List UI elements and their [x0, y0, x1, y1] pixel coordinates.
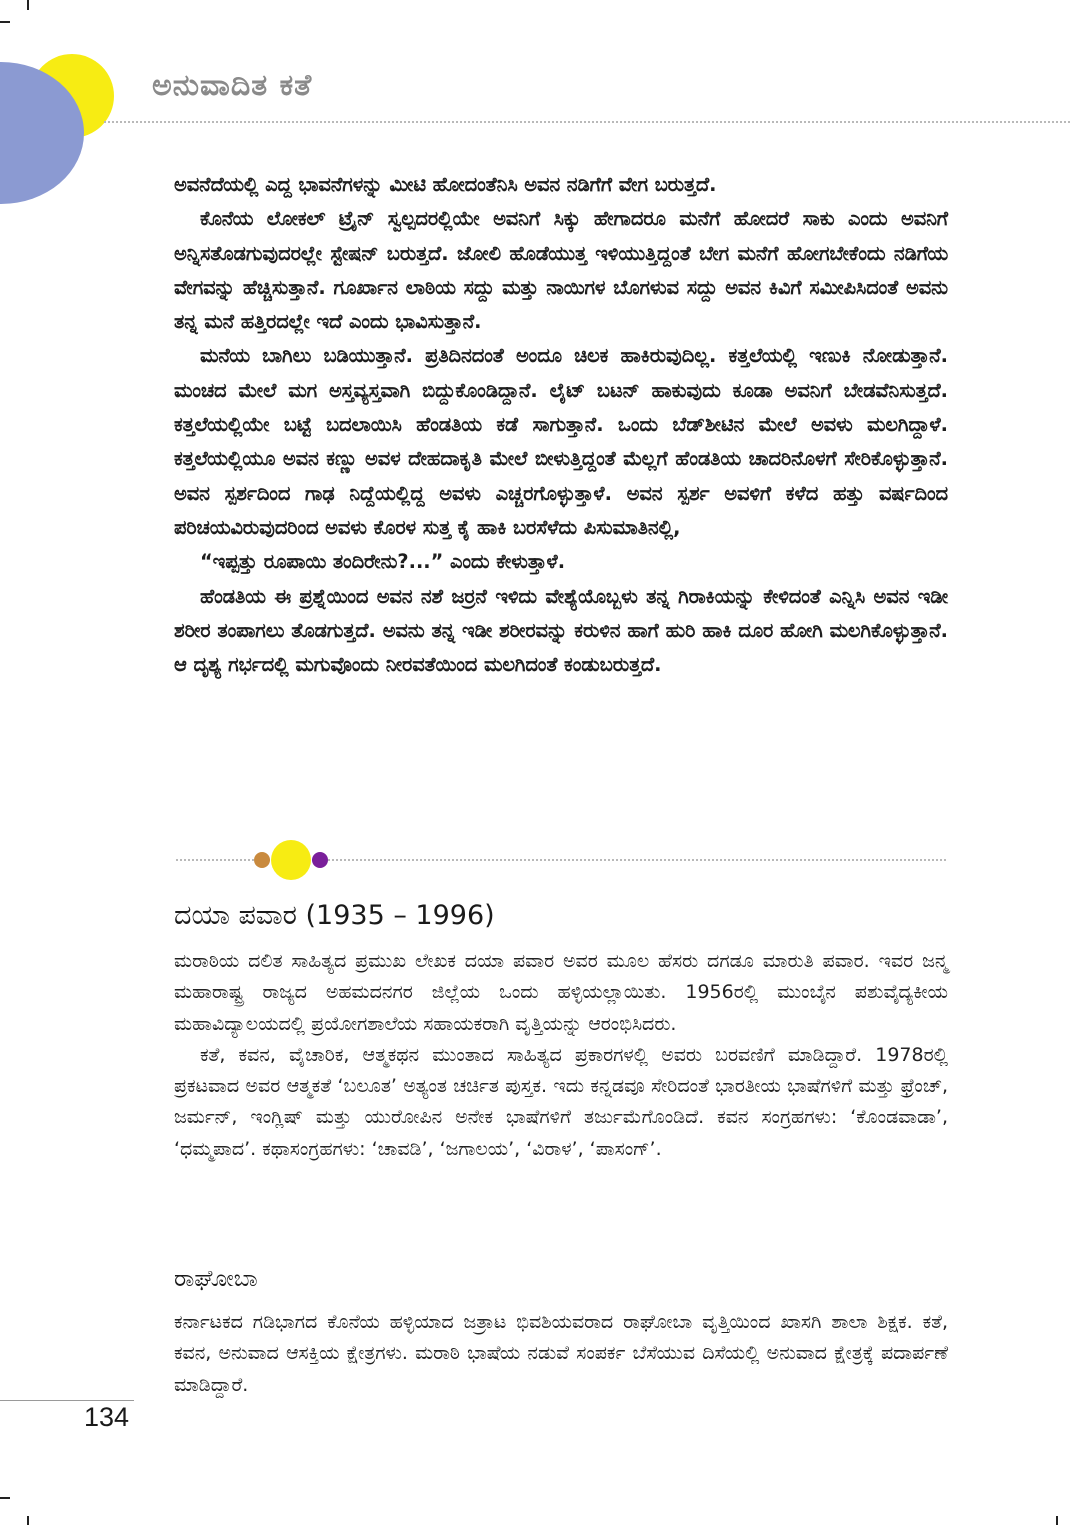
- author-heading: ದಯಾ ಪವಾರ (1935 – 1996): [174, 900, 495, 931]
- crop-mark-bottom-right: [1056, 1516, 1058, 1525]
- story-paragraph: “ಇಪ್ಪತ್ತು ರೂಪಾಯಿ ತಂದಿರೇನು?...” ಎಂದು ಕೇಳುತ್ತಾಳೆ.: [200, 550, 566, 574]
- section-title: ಅನುವಾದಿತ ಕತೆ: [152, 68, 313, 103]
- bio-paragraph: ಕತೆ, ಕವನ, ವೈಚಾರಿಕ, ಆತ್ಮಕಥನ ಮುಂತಾದ ಸಾಹಿತ್ಯದ ಪ್ರಕಾರಗಳಲ್ಲಿ ಅವರು ಬರವಣಿಗೆ ಮಾಡಿದ್ದಾರೆ. 1978ರಲ್ಲಿ ಪ್ರಕಟವಾದ ಅವರ ಆತ್ಮಕತೆ ‘ಬಲೂತ’ ಅತ್ಯಂತ ಚರ್ಚಿತ ಪುಸ್ತಕ. ಇದು ಕನ್ನಡವೂ ಸೇರಿದಂತೆ ಭಾರತೀಯ ಭಾಷೆಗಳಿಗೆ ಮತ್ತು ಫ್ರೆಂಚ್, ಜರ್ಮನ್, ಇಂಗ್ಲಿಷ್ ಮತ್ತು ಯುರೋಪಿನ ಅನೇಕ ಭಾಷೆಗಳಿಗೆ ತರ್ಜುಮೆಗೊಂಡಿದೆ. ಕವನ ಸಂಗ್ರಹಗಳು: ‘ಕೊಂಡವಾಡಾ’, ‘ಧಮ್ಮಪಾದ’. ಕಥಾಸಂಗ್ರಹಗಳು: ‘ಚಾವಡಿ’, ‘ಜಗಾಲಯ’, ‘ವಿರಾಳ’, ‘ಪಾಸಂಗ್’.: [174, 1043, 948, 1160]
- story-paragraph: ಅವನೆದೆಯಲ್ಲಿ ಎದ್ದ ಭಾವನೆಗಳನ್ನು ಮೀಟಿ ಹೋದಂತೆನಿಸಿ ಅವನ ನಡಿಗೆಗೆ ವೇಗ ಬರುತ್ತದೆ.: [174, 173, 717, 196]
- header-dotted-rule: [104, 121, 1070, 123]
- story-paragraph: ಮನೆಯ ಬಾಗಿಲು ಬಡಿಯುತ್ತಾನೆ. ಪ್ರತಿದಿನದಂತೆ ಅಂದೂ ಚಿಲಕ ಹಾಕಿರುವುದಿಲ್ಲ. ಕತ್ತಲೆಯಲ್ಲಿ ಇಣುಕಿ ನೋಡುತ್ತಾನೆ. ಮಂಚದ ಮೇಲೆ ಮಗ ಅಸ್ತವ್ಯಸ್ತವಾಗಿ ಬಿದ್ದುಕೊಂಡಿದ್ದಾನೆ. ಲೈಟ್ ಬಟನ್ ಹಾಕುವುದು ಕೂಡಾ ಅವನಿಗೆ ಬೇಡವೆನಿಸುತ್ತದೆ. ಕತ್ತಲೆಯಲ್ಲಿಯೇ ಬಟ್ಟೆ ಬದಲಾಯಿಸಿ ಹೆಂಡತಿಯ ಕಡೆ ಸಾಗುತ್ತಾನೆ. ಒಂದು ಬೆಡ್‌ಶೀಟಿನ ಮೇಲೆ ಅವಳು ಮಲಗಿದ್ದಾಳೆ. ಕತ್ತಲೆಯಲ್ಲಿಯೂ ಅವನ ಕಣ್ಣು ಅವಳ ದೇಹದಾಕೃತಿ ಮೇಲೆ ಬೀಳುತ್ತಿದ್ದಂತೆ ಮೆಲ್ಲಗೆ ಹೆಂಡತಿಯ ಚಾದರಿನೊಳಗೆ ಸೇರಿಕೊಳ್ಳುತ್ತಾನೆ. ಅವನ ಸ್ಪರ್ಶದಿಂದ ಗಾಢ ನಿದ್ದೆಯಲ್ಲಿದ್ದ ಅವಳು ಎಚ್ಚರಗೊಳ್ಳುತ್ತಾಳೆ. ಅವನ ಸ್ಪರ್ಶ ಅವಳಿಗೆ ಕಳೆದ ಹತ್ತು ವರ್ಷದಿಂದ ಪರಿಚಯವಿರುವುದರಿಂದ ಅವಳು ಕೊರಳ ಸುತ್ತ ಕೈ ಹಾಕಿ ಬರಸೆಳೆದು ಪಿಸುಮಾತಿನಲ್ಲಿ,: [174, 344, 948, 539]
- crop-mark-left-top: [0, 21, 10, 23]
- bio-paragraph: ಮರಾಠಿಯ ದಲಿತ ಸಾಹಿತ್ಯದ ಪ್ರಮುಖ ಲೇಖಕ ದಯಾ ಪವಾರ ಅವರ ಮೂಲ ಹೆಸರು ದಗಡೂ ಮಾರುತಿ ಪವಾರ. ಇವರ ಜನ್ಮ ಮಹಾರಾಷ್ಟ್ರ ರಾಜ್ಯದ ಅಹಮದನಗರ ಜಿಲ್ಲೆಯ ಒಂದು ಹಳ್ಳಿಯಲ್ಲಾಯಿತು. 1956ರಲ್ಲಿ ಮುಂಬೈನ ಪಶುವೈದ್ಯಕೀಯ ಮಹಾವಿದ್ಯಾಲಯದಲ್ಲಿ ಪ್ರಯೋಗಶಾಲೆಯ ಸಹಾಯಕರಾಗಿ ವೃತ್ತಿಯನ್ನು ಆರಂಭಿಸಿದರು.: [174, 950, 948, 1035]
- translator-bio: [174, 1307, 948, 1401]
- story-paragraph: ಹೆಂಡತಿಯ ಈ ಪ್ರಶ್ನೆಯಿಂದ ಅವನ ನಶೆ ಜರ್‍ರನೆ ಇಳಿದು ವೇಶ್ಯೆಯೊಬ್ಬಳು ತನ್ನ ಗಿರಾಕಿಯನ್ನು ಕೇಳಿದಂತೆ ಎನ್ನಿಸಿ ಅವನ ಇಡೀ ಶರೀರ ತಂಪಾಗಲು ತೊಡಗುತ್ತದೆ. ಅವನು ತನ್ನ ಇಡೀ ಶರೀರವನ್ನು ಕರುಳಿನ ಹಾಗೆ ಹುರಿ ಹಾಕಿ ದೂರ ಹೋಗಿ ಮಲಗಿಕೊಳ್ಳುತ್ತಾನೆ. ಆ ದೃಶ್ಯ ಗರ್ಭದಲ್ಲಿ ಮಗುವೊಂದು ನೀರವತೆಯಿಂದ ಮಲಗಿದಂತೆ ಕಂಡುಬರುತ್ತದೆ.: [174, 584, 948, 677]
- story-text: [174, 168, 948, 682]
- bio-paragraph: ಕರ್ನಾಟಕದ ಗಡಿಭಾಗದ ಕೊನೆಯ ಹಳ್ಳಿಯಾದ ಜತ್ರಾಟ ಭಿವಶಿಯವರಾದ ರಾಘೋಬಾ ವೃತ್ತಿಯಿಂದ ಖಾಸಗಿ ಶಾಲಾ ಶಿಕ್ಷಕ. ಕತೆ, ಕವನ, ಅನುವಾದ ಆಸಕ್ತಿಯ ಕ್ಷೇತ್ರಗಳು. ಮರಾಠಿ ಭಾಷೆಯ ನಡುವೆ ಸಂಪರ್ಕ ಬೆಸೆಯುವ ದಿಸೆಯಲ್ಲಿ ಅನುವಾದ ಕ್ಷೇತ್ರಕ್ಕೆ ಪದಾರ್ಪಣೆ ಮಾಡಿದ್ದಾರೆ.: [174, 1311, 948, 1396]
- crop-mark-top-left: [27, 0, 29, 10]
- footer-rule: [0, 1400, 134, 1401]
- page-number: 134: [84, 1402, 130, 1432]
- purple-dot-decoration: [312, 852, 328, 868]
- crop-mark-bottom-left: [27, 1516, 29, 1525]
- crop-mark-left-bottom: [0, 1497, 10, 1499]
- yellow-dot-decoration: [271, 840, 311, 880]
- author-bio: [174, 946, 948, 1165]
- story-paragraph: ಕೊನೆಯ ಲೋಕಲ್ ಟ್ರೈನ್ ಸ್ವಲ್ಪದರಲ್ಲಿಯೇ ಅವನಿಗೆ ಸಿಕ್ಕು ಹೇಗಾದರೂ ಮನೆಗೆ ಹೋದರೆ ಸಾಕು ಎಂದು ಅವನಿಗೆ ಅನ್ನಿಸತೊಡಗುವುದರಲ್ಲೇ ಸ್ಟೇಷನ್ ಬರುತ್ತದೆ. ಜೋಲಿ ಹೊಡೆಯುತ್ತ ಇಳಿಯುತ್ತಿದ್ದಂತೆ ಬೇಗ ಮನೆಗೆ ಹೋಗಬೇಕೆಂದು ನಡಿಗೆಯ ವೇಗವನ್ನು ಹೆಚ್ಚಿಸುತ್ತಾನೆ. ಗೂರ್ಖಾನ ಲಾಠಿಯ ಸದ್ದು ಮತ್ತು ನಾಯಿಗಳ ಬೊಗಳುವ ಸದ್ದು ಅವನ ಕಿವಿಗೆ ಸಮೀಪಿಸಿದಂತೆ ಅವನು ತನ್ನ ಮನೆ ಹತ್ತಿರದಲ್ಲೇ ಇದೆ ಎಂದು ಭಾವಿಸುತ್ತಾನೆ.: [174, 207, 948, 334]
- orange-dot-decoration: [254, 852, 270, 868]
- translator-heading: ರಾಘೋಬಾ: [174, 1266, 258, 1292]
